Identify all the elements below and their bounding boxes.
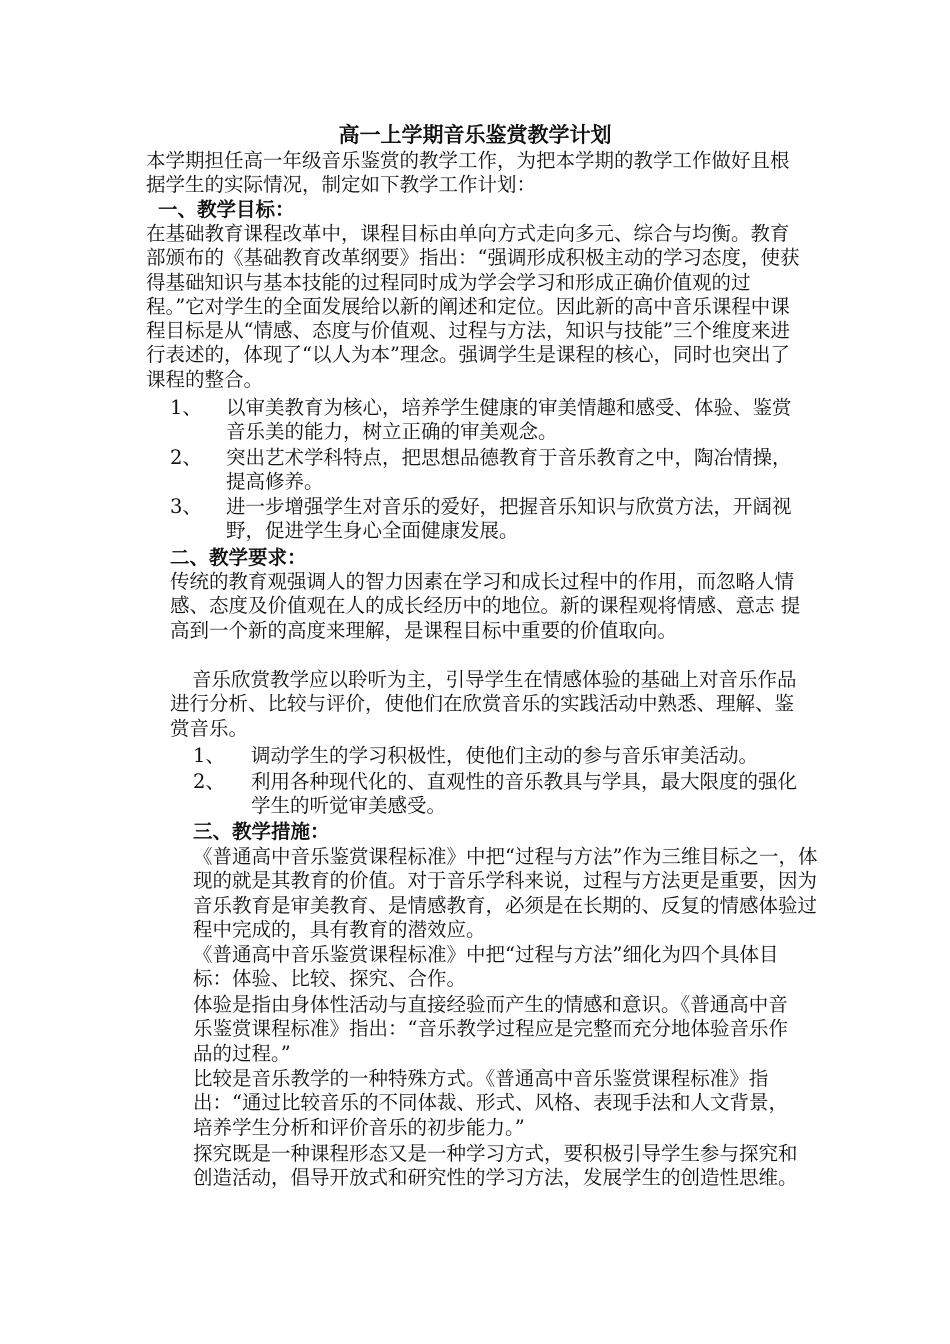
list-text: 以审美教育为核心，培养学生健康的审美情趣和感受、体验、鉴赏音乐美的能力，树立正确的审美观念。 (226, 396, 792, 444)
section1-paragraph: 在基础教育课程改革中，课程目标由单向方式走向多元、综合与均衡。教育部颁布的《基础教育改革纲要》指出：“强调形成积极主动的学习态度，使获得基础知识与基本技能的过程同时成为学会学习和形成正确价值观的过程。”它对学生的全面发展给以新的阐述和定位。因此新的高中音乐课程中课程目标是从“情感、态度与价值观、过程与方法，知识与技能”三个维度来进行表述的，体现了“以人为本”理念。强调学生是课程的核心，同时也突出了课程的整合。 (146, 222, 800, 391)
document-title: 高一上学期音乐鉴赏教学计划 (338, 122, 612, 147)
list-text: 调动学生的学习积极性，使他们主动的参与音乐审美活动。 (251, 744, 759, 767)
section3-paragraph-3: 体验是指由身体性活动与直接经验而产生的情感和意识。《普通高中音乐鉴赏课程标准》指出：“音乐教学过程应是完整而充分地体验音乐作品的过程。” (193, 993, 788, 1065)
list-text: 突出艺术学科特点，把思想品德教育于音乐教育之中，陶冶情操，提高修养。 (226, 446, 792, 494)
section1-item-3 (170, 495, 810, 544)
section2-item-1 (193, 744, 837, 768)
list-text: 进一步增强学生对音乐的爱好，把握音乐知识与欣赏方法，开阔视野，促进学生身心全面健康发展。 (226, 495, 792, 543)
list-number: 1、 (193, 744, 225, 767)
section1-heading: 一、教学目标： (158, 198, 295, 221)
section3-heading: 三、教学措施： (193, 820, 330, 843)
section3-paragraph-5: 探究既是一种课程形态又是一种学习方式，要积极引导学生参与探究和创造活动，倡导开放式和研究性的学习方法，发展学生的创造性思维。 (193, 1142, 798, 1190)
section2-heading: 二、教学要求： (170, 546, 307, 569)
section1-item-2 (170, 446, 810, 495)
list-number: 1、 (170, 396, 202, 419)
intro-paragraph: 本学期担任高一年级音乐鉴赏的教学工作，为把本学期的教学工作做好且根据学生的实际情况，制定如下教学工作计划： (146, 149, 790, 197)
section2-paragraph-1: 传统的教育观强调人的智力因素在学习和成长过程中的作用，而忽略人情感、态度及价值观在人的成长经历中的地位。新的课程观将情感、意志 提高到一个新的高度来理解，是课程目标中重要的价值取向。 (170, 570, 801, 642)
section3-paragraph-4: 比较是音乐教学的一种特殊方式。《普通高中音乐鉴赏课程标准》指出：“通过比较音乐的不同体裁、形式、风格、表现手法和人文背景，培养学生分析和评价音乐的初步能力。” (193, 1067, 788, 1139)
section2-paragraph-2: 音乐欣赏教学应以聆听为主，引导学生在情感体验的基础上对音乐作品进行分析、比较与评价，使他们在欣赏音乐的实践活动中熟悉、理解、鉴赏音乐。 (170, 668, 797, 740)
list-number: 2、 (170, 446, 202, 469)
section3-paragraph-2: 《普通高中音乐鉴赏课程标准》中把“过程与方法”细化为四个具体目标：体验、比较、探究、合作。 (193, 943, 779, 991)
section3-paragraph-1: 《普通高中音乐鉴赏课程标准》中把“过程与方法”作为三维目标之一，体现的就是其教育的价值。对于音乐学科来说，过程与方法更是重要，因为音乐教育是审美教育、是情感教育，必须是在长期的、反复的情感体验过程中完成的，具有教育的潜效应。 (193, 845, 818, 941)
list-number: 2、 (193, 770, 225, 793)
section2-item-2 (193, 770, 809, 819)
section1-item-1 (170, 396, 810, 445)
list-number: 3、 (170, 495, 202, 518)
list-text: 利用各种现代化的、直观性的音乐教具与学具，最大限度的强化学生的听觉审美感受。 (251, 770, 798, 818)
